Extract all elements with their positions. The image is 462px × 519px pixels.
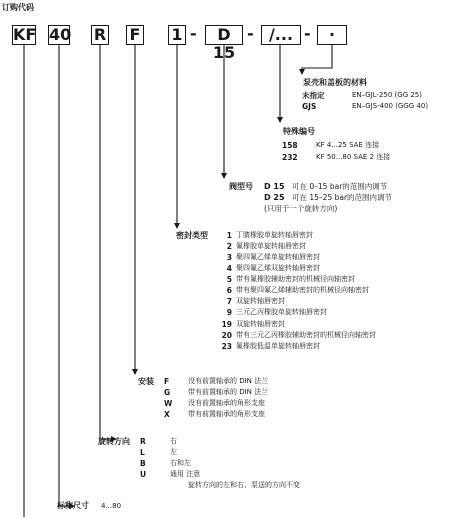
seal-desc: 双旋转轴唇密封 (236, 320, 285, 328)
special-desc: KF 50...80 SAE 2 连接 (316, 153, 391, 161)
seal-code: 2 (226, 242, 232, 251)
seal-code: 4 (226, 264, 232, 273)
material-code: 未指定 (302, 91, 325, 100)
code-box-material: · (317, 25, 347, 45)
size-value: 4...80 (101, 502, 122, 510)
seal-desc: 氟橡胶单旋转轴唇密封 (236, 242, 306, 250)
material-desc: EN–GJS-400 (GGG 40) (352, 102, 429, 110)
mounting-code: X (164, 410, 170, 419)
rotation-note: 旋转方向的左和右、泵送的方向不变 (188, 481, 300, 489)
seal-code: 19 (221, 320, 232, 329)
mounting-code: W (164, 399, 173, 408)
special-heading: 特殊编号 (283, 127, 315, 136)
code-box-kf: KF (13, 25, 37, 44)
mounting-desc: 没有前置轴承的 DIN 法兰 (188, 377, 269, 385)
rotation-code: R (140, 437, 146, 446)
seal-desc: 氟橡胶低温单旋转轴唇密封 (236, 342, 320, 350)
page-title: 订购代码 (2, 3, 34, 12)
line-rotation (100, 45, 116, 439)
seal-desc: 带有氟橡胶辅助密封的机械径向轴密封 (236, 275, 355, 283)
mounting-heading: 安装 (138, 377, 154, 386)
code-box-rotation: R (91, 25, 109, 45)
seal-code: 23 (221, 342, 232, 351)
seal-desc: 丁腈橡胶单旋转轴唇密封 (236, 231, 313, 239)
valve-note: (只用于一个旋转方向) (264, 204, 338, 213)
code-box-special: /... (261, 25, 301, 45)
seal-code: 5 (226, 275, 232, 284)
mounting-desc: 没有前置轴承的角形支座 (188, 399, 265, 407)
seal-code: 3 (226, 253, 232, 262)
code-dash: - (247, 24, 254, 43)
mounting-code: G (164, 388, 171, 397)
special-desc: KF 4...25 SAE 连接 (316, 141, 380, 149)
seal-desc: 聚四氟乙烯双旋转轴唇密封 (236, 264, 320, 272)
seal-desc: 三元乙丙橡胶单旋转轴唇密封 (236, 308, 327, 316)
size-heading: 标称尺寸 (57, 501, 89, 510)
material-desc: EN–GJL-250 (GG 25) (352, 91, 422, 99)
line-material (302, 45, 332, 74)
rotation-heading: 旋转方向 (98, 437, 130, 446)
code-dash: - (304, 24, 311, 43)
code-dash: - (190, 24, 197, 43)
code-box-seal: 1 (168, 25, 186, 45)
seal-code: 7 (226, 297, 232, 306)
code-box-mounting: F (126, 25, 144, 45)
valve-code: D 15 (264, 182, 285, 191)
seal-code: 6 (226, 286, 232, 295)
valve-code: D 25 (264, 193, 285, 202)
seal-code: 9 (226, 308, 232, 317)
mounting-desc: 带有前置轴承的 DIN 法兰 (188, 388, 269, 396)
rotation-desc: 左 (170, 448, 177, 456)
rotation-code: B (140, 459, 146, 468)
rotation-code: U (140, 470, 147, 479)
seal-desc: 聚四氟乙烯单旋转轴唇密封 (236, 253, 320, 261)
mounting-code: F (164, 377, 170, 386)
seal-code: 20 (221, 331, 232, 340)
rotation-desc: 通用 注意 (170, 470, 201, 478)
mounting-desc: 带有前置轴承的角形支座 (188, 410, 265, 418)
code-box-valve: D 15 (205, 25, 243, 45)
valve-desc: 可在 0–15 bar的范围内调节 (292, 182, 388, 191)
code-box-size: 40 (49, 25, 72, 44)
rotation-desc: 右和左 (170, 459, 191, 467)
seal-desc: 双旋转轴唇密封 (236, 297, 285, 305)
material-heading: 泵壳和盖板的材料 (303, 78, 367, 87)
rotation-desc: 右 (170, 437, 177, 445)
valve-desc: 可在 15–25 bar的范围内调节 (292, 193, 393, 202)
seal-heading: 密封类型 (176, 231, 208, 240)
seal-desc: 带有聚四氟乙烯辅助密封的机械径向轴密封 (236, 286, 369, 294)
special-code: 232 (282, 153, 298, 162)
line-size (59, 45, 74, 506)
material-code: GJS (302, 102, 317, 111)
special-code: 158 (282, 141, 298, 150)
rotation-code: L (140, 448, 145, 457)
seal-code: 1 (226, 231, 232, 240)
seal-desc: 带有三元乙丙橡胶辅助密封的机械径向轴密封 (236, 331, 376, 339)
valve-heading: 阀型号 (229, 182, 253, 191)
